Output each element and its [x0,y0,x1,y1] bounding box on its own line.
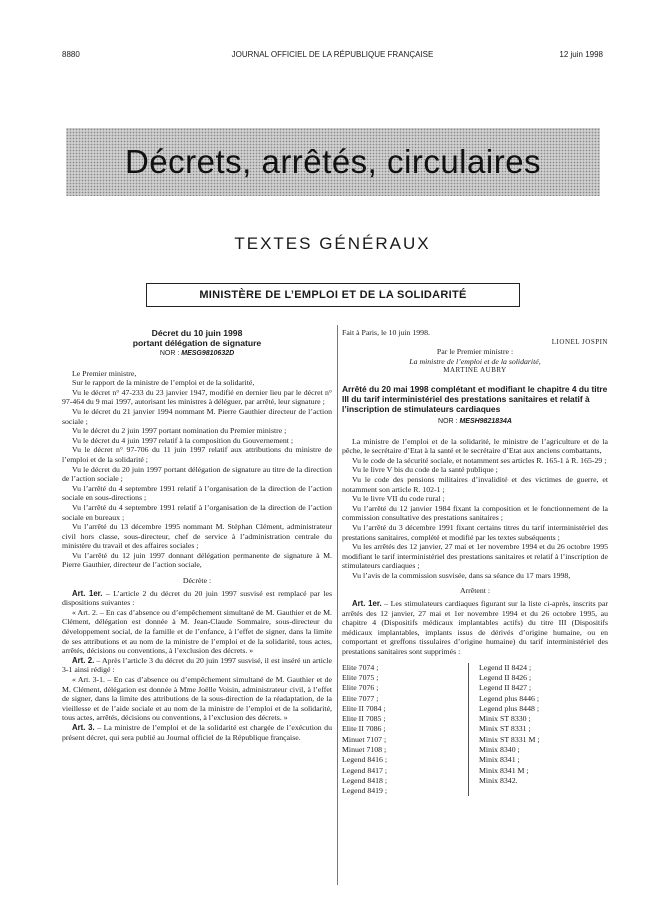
list-item: Elite II 7085 ; [342,714,386,724]
visa-paragraph: Sur le rapport de la ministre de l’emploi et de la solidarité, [72,378,255,388]
visa-paragraph: Vu le décret n° 47-233 du 23 janvier 1947, modifié en dernier lieu par le décret n° 97-464 du 9 mai 1997, autorisant les ministres à déléguer, par arrêté, leur signature ; [62,387,332,407]
nor-label: NOR : [159,350,180,357]
ministry-box: MINISTÈRE DE L’EMPLOI ET DE LA SOLIDARITÉ [146,283,520,307]
visa-paragraph: Vu l’avis de la commission susvisée, dans sa séance du 17 mars 1998, [352,570,571,580]
list-item: Legend II 8424 ; [479,662,532,672]
section-banner [66,128,600,196]
signature-minister: La ministre de l’emploi et de la solidarité, [409,356,541,366]
list-item: Legend II 8426 ; [479,672,532,682]
list-item: Minix ST 8330 ; [479,714,531,724]
visa-paragraph: Vu le décret du 4 juin 1997 relatif à la composition du Gouvernement ; [72,435,294,445]
visa-paragraph: Vu le décret du 21 janvier 1994 nommant M. Pierre Gauthier directeur de l’action sociale ; [62,406,332,426]
decree-visas [62,369,332,570]
visa-paragraph: Vu l’arrêté du 4 septembre 1991 relatif à l’organisation de la direction de l’action sociale en bureaux ; [62,502,332,522]
decree-article-2 [62,656,332,675]
list-item: Minix 8340 ; [479,745,520,754]
list-item: Minuet 7108 ; [342,745,387,754]
signature-minister-name: MARTINE AUBRY [443,366,507,375]
arrete-title: Arrêté du 20 mai 1998 complétant et modifiant le chapitre 4 du titre III du tarif interministériel des prestations sanitaires et relatif à l’inscription de stimulateurs cardiaques [342,383,608,414]
article-label: Art. 3. [72,722,95,732]
decree-article-1-quote: « Art. 2. – En cas d’absence ou d’empêchement simultané de M. Gauthier et de M. Clément, délégation est donnée à M. Jean-Claude Sommaire, sous-directeur du développement social, de la famille et de l’enfance, à l’effet de signer, dans la limite de ses attributions et au nom de la ministre de l’emploi et de la solidarité, tous actes, arrêtés, décisions ou conventions, à l’exclusion des décrets. » [62,607,332,656]
visa-paragraph: Vu les arrêtés des 12 janvier, 27 mai et 1er novembre 1994 et du 26 octobre 1995 modifiant le tarif interministériel des prestations sanitaires et relatif à l’inscription de stimulateurs cardiaques ; [342,542,608,571]
list-item: Minix 8342. [479,775,518,785]
decree-article-1 [62,589,332,608]
visa-paragraph: Vu le livre VII du code rural ; [352,494,445,504]
visa-paragraph: Vu le décret n° 97-706 du 11 juin 1997 relatif aux attributions du ministre de l’emploi et de la solidarité ; [62,445,332,464]
stimulator-lists [342,663,608,797]
list-item: Minix 8341 M ; [479,765,529,775]
list-item: Legend 8416 ; [342,755,388,765]
section-title: TEXTES GÉNÉRAUX [234,234,431,253]
column-divider [337,325,338,885]
signature-name: LIONEL JOSPIN [551,337,608,346]
list-item: Elite 7075 ; [342,672,379,682]
list-item: Minix 8341 ; [479,755,520,765]
journal-title: JOURNAL OFFICIEL DE LA RÉPUBLIQUE FRANÇAISE [231,50,434,59]
visa-paragraph: Le Premier ministre, [72,368,137,378]
article-text: – Les stimulateurs cardiaques figurant sur la liste ci-après, inscrits par arrêtés des 12 janvier, 27 mai et 1er novembre 1994 et du 26 octobre 1995, au chapitre 4 (Dispositifs médicaux implantables actifs) du titre III (Dispositifs médicaux implantables, implants issus de dérivés d’origine humaine, ou en comportant et greffons tissulaires d’origine humaine) du tarif interministériel des prestations sanitaires sont supprimés : [342,599,608,657]
decree-title-line-2: portant délégation de signature [132,338,262,348]
article-text: – La ministre de l’emploi et de la solidarité est chargée de l’exécution du présent décret, qui sera publié au Journal officiel de la République française. [62,722,332,742]
arretent-label: Arrêtent : [459,586,491,596]
page-header [62,50,603,62]
nor-label: NOR : [438,417,458,425]
decree-title-line-1: Décret du 10 juin 1998 [151,328,243,338]
decrete-label: Décrète : [182,576,212,586]
stimulator-list-left [342,663,468,797]
page-number: 8880 [62,50,80,59]
article-label: Art. 1er. [72,588,103,598]
article-label: Art. 2. [72,655,95,665]
list-item: Legend 8418 ; [342,775,388,785]
decree-title [62,328,332,348]
stimulator-list-right [468,663,540,797]
right-column [342,328,608,796]
list-item: Minix ST 8331 ; [479,724,531,734]
decree-nor [62,349,332,359]
visa-paragraph: Vu le décret du 2 juin 1997 portant nomination du Premier ministre ; [72,426,287,436]
list-item: Legend 8419 ; [342,786,388,796]
visa-paragraph: Vu l’arrêté du 3 décembre 1991 fixant certains titres du tarif interministériel des prestations sanitaires, complété et modifié par les textes subséquents ; [342,522,608,542]
arrete-nor [342,417,608,427]
list-item: Elite 7076 ; [342,683,379,693]
visa-paragraph: Vu l’arrêté du 12 juin 1997 donnant délégation permanente de signature à M. Pierre Gauthier, directeur de l’action sociale, [62,550,332,570]
article-text: – L’article 2 du décret du 20 juin 1997 susvisé est remplacé par les dispositions suivantes : [62,588,332,608]
visa-paragraph: Vu le décret du 20 juin 1997 portant délégation de signature au titre de la direction de l’action sociale ; [62,464,332,484]
list-item: Elite 7074 ; [342,662,379,672]
list-item: Legend plus 8448 ; [479,703,539,713]
list-item: Legend plus 8446 ; [479,693,539,703]
nor-code: MESG9810632D [181,350,235,357]
issue-date: 12 juin 1998 [559,50,603,59]
nor-code: MESH9821834A [459,417,512,425]
article-text: – Après l’article 3 du décret du 20 juin 1997 susvisé, il est inséré un article 3-1 ainsi rédigé : [62,655,332,675]
visa-paragraph: Vu le code de la sécurité sociale, et notamment ses articles R. 165-1 à R. 165-29 ; [352,455,607,465]
list-item: Legend II 8427 ; [479,683,532,693]
left-column [62,328,332,742]
signature-par: Par le Premier ministre : [436,347,514,357]
visa-paragraph: Vu le code des pensions militaires d’invalidité et des victimes de guerre, et notamment son article R. 102-1 ; [342,474,608,494]
list-item: Legend 8417 ; [342,765,388,775]
list-item: Minuet 7107 ; [342,734,387,744]
visa-paragraph: La ministre de l’emploi et de la solidarité, le ministre de l’agriculture et de la pêche, le secrétaire d’Etat à la santé et le secrétaire d’Etat aux anciens combattants, [342,436,608,456]
list-item: Elite II 7086 ; [342,724,386,734]
list-item: Minix ST 8331 M ; [479,734,540,744]
signature-place-date: Fait à Paris, le 10 juin 1998. [342,328,430,337]
decree-article-2-quote: « Art. 3-1. – En cas d’absence ou d’empêchement simultané de M. Gauthier et de M. Clément, délégation est donnée à Mme Joëlle Voisin, administrateur civil, à l’effet de signer, dans la limite des attributions de la sous-direction de la réadaptation, de la vieillesse et de l’aide sociale et au nom de la ministre de l’emploi et de la solidarité, tous actes, arrêtés, décisions ou conventions, à l’exclusion des décrets. » [62,675,332,723]
banner-title: Décrets, arrêtés, circulaires [124,143,542,180]
visa-paragraph: Vu l’arrêté du 4 septembre 1991 relatif à l’organisation de la direction de l’action sociale en sous-directions ; [62,483,332,503]
visa-paragraph: Vu l’arrêté du 12 janvier 1984 fixant la composition et le fonctionnement de la commission consultative des prestations sanitaires ; [342,503,608,523]
list-item: Elite II 7084 ; [342,703,386,713]
arrete-article-1 [342,599,608,657]
visa-paragraph: Vu l’arrêté du 13 décembre 1995 nommant M. Stéphan Clément, administrateur civil hors classe, sous-directeur, chef de service à l’administration centrale du ministère du travail et des affaires sociales ; [62,522,332,551]
arrete-visas [342,437,608,581]
visa-paragraph: Vu le livre V bis du code de la santé publique ; [352,465,498,475]
list-item: Elite 7077 ; [342,693,379,703]
article-label: Art. 1er. [352,599,382,609]
decree-article-3 [62,723,332,742]
